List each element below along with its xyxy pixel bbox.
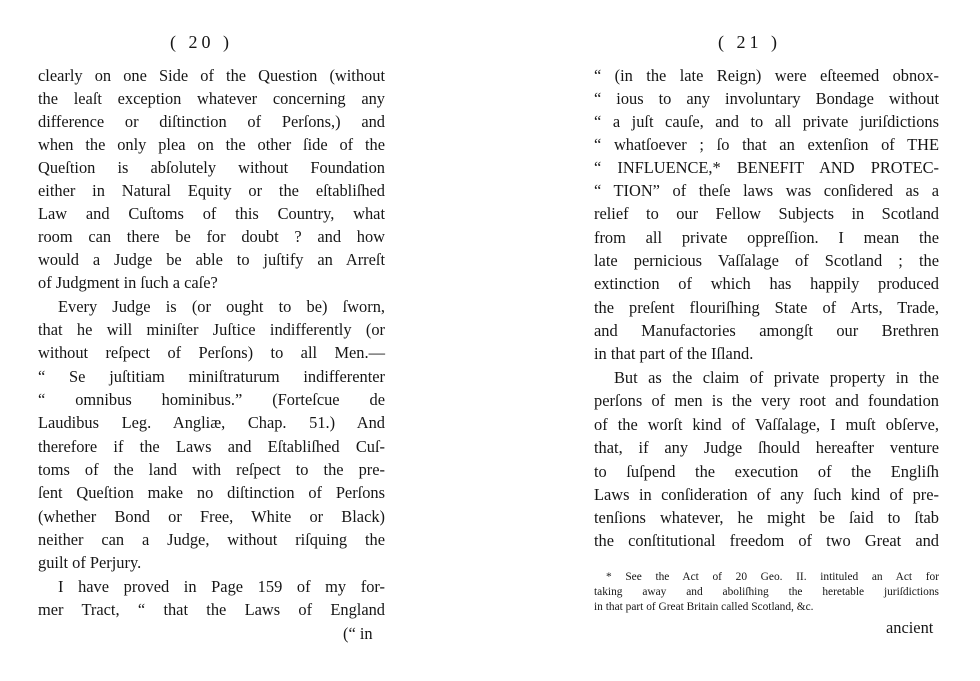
footnote-line: taking away and aboliſhing the heretable juriſdictions [594,586,939,598]
text-line: without reſpect of Perſons) to all Men.— [38,343,385,362]
text-line: guilt of Perjury. [38,553,142,572]
text-line: difference or diſtinction of Perſons,) and [38,112,385,131]
text-line: “ (in the late Reign) were eſteemed obnox- [594,66,939,85]
text-line: the leaſt exception whatever concerning any [38,89,385,108]
text-line: tenſions whatever, he might be ſaid to ſtab [594,508,939,527]
footnote-line: in that part of Great Britain called Scotland, &c. [594,601,814,613]
text-line: late pernicious Vaſſalage of Scotland ; the [594,251,939,270]
text-line: of Judgment in ſuch a caſe? [38,273,218,292]
text-line: and Manufactories amongſt our Brethren [594,321,939,340]
text-line: ſent Queſtion make no diſtinction of Perſons [38,483,385,502]
page-number: ( 20 ) [170,32,233,52]
text-line: in that part of the Iſland. [594,344,754,363]
text-line: from all private oppreſſion. I mean the [594,228,939,247]
catchword: ancient [886,618,934,637]
text-line: (whether Bond or Free, White or Black) [38,507,385,526]
text-line: “ a juſt cauſe, and to all private juriſdictions [594,112,939,131]
catchword: (“ in [343,624,373,643]
text-line: toms of the land with reſpect to the pre- [38,460,385,479]
text-line: “ ious to any involuntary Bondage without [594,89,939,108]
text-line: the preſent flouriſhing State of Arts, Trade, [594,298,939,317]
text-line: that, if any Judge ſhould hereafter venture [594,438,939,457]
text-line: perſons of men is the very root and foundation [594,391,939,410]
text-line: therefore if the Laws and Eſtabliſhed Cuſ- [38,437,385,456]
text-line: would a Judge be able to juſtify an Arreſt [38,250,385,269]
text-line: to ſuſpend the execution of the Engliſh [594,462,939,481]
text-line: I have proved in Page 159 of my for- [58,577,385,596]
text-line: “ omnibus hominibus.” (Forteſcue de [38,390,385,409]
text-line: that he will miniſter Juſtice indifferently (or [38,320,385,339]
text-line: “ Se juſtitiam miniſtraturum indifferenter [38,367,385,386]
page-number: ( 21 ) [718,32,781,52]
text-line: Law and Cuſtoms of this Country, what [38,204,385,223]
text-line: room can there be for doubt ? and how [38,227,385,246]
text-line: extinction of which has happily produced [594,274,939,293]
text-line: But as the claim of private property in the [614,368,939,387]
text-line: Queſtion is abſolutely without Foundation [38,158,385,177]
text-line: Every Judge is (or ought to be) ſworn, [58,297,385,316]
text-line: the conſtitutional freedom of two Great and [594,531,939,550]
text-line: Laws in conſideration of any ſuch kind of pre- [594,485,939,504]
text-line: of the worſt kind of Vaſſalage, I muſt obſerve, [594,415,939,434]
text-line: clearly on one Side of the Question (without [38,66,385,85]
text-line: when the only plea on the other ſide of the [38,135,385,154]
text-line: “ whatſoever ; ſo that an extenſion of THE [594,135,939,154]
text-line: Laudibus Leg. Angliæ, Chap. 51.) And [38,413,385,432]
text-line: either in Natural Equity or the eſtabliſhed [38,181,385,200]
text-line: neither can a Judge, without riſquing the [38,530,385,549]
text-line: “ TION” of theſe laws was conſidered as a [594,181,939,200]
text-line: relief to our Fellow Subjects in Scotland [594,204,939,223]
text-line: mer Tract, “ that the Laws of England [38,600,385,619]
footnote-line: * See the Act of 20 Geo. II. intituled an Act for [606,571,939,583]
text-line: “ INFLUENCE,* BENEFIT AND PROTEC- [594,158,939,177]
